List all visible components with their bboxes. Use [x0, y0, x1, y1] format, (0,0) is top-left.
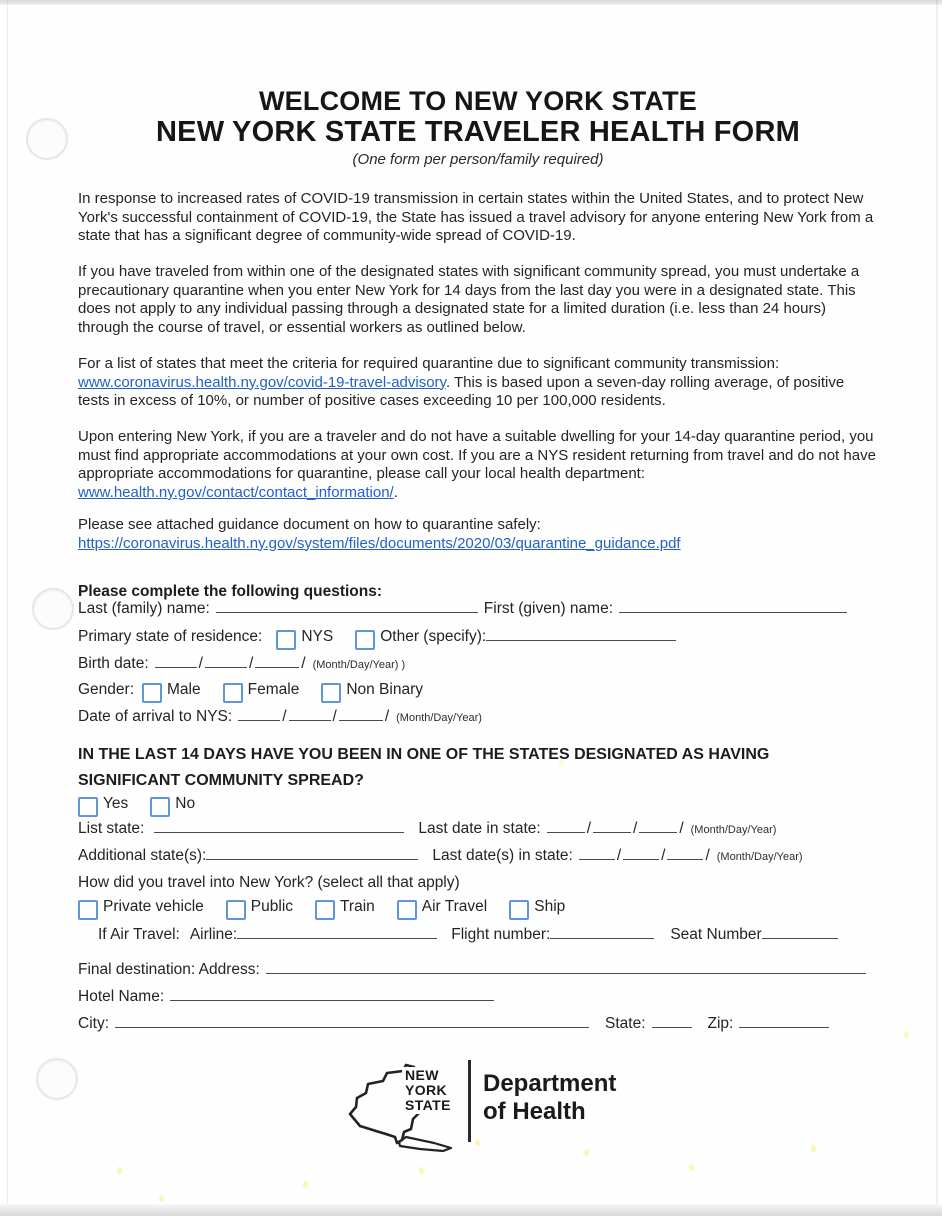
- logo-word-state: STATE: [405, 1097, 451, 1113]
- arrival-date-row: [78, 708, 482, 726]
- date-separator: /: [248, 655, 254, 672]
- airline-field[interactable]: [237, 935, 437, 939]
- checkbox-nonbinary[interactable]: [321, 683, 341, 703]
- hotel-row: [78, 988, 494, 1006]
- scan-edge-right: [936, 0, 938, 1216]
- checkbox-female-label: Female: [247, 681, 300, 698]
- date-separator: /: [301, 655, 306, 672]
- intro-paragraph-1: In response to increased rates of COVID-19 transmission in certain states within the United States, and to protect New York's successful containment of COVID-19, the State has issued a travel advisory for anyone entering New York from a state that has a significant degree of community-wide spread of COVID-19.: [78, 190, 874, 245]
- residence-row: [78, 628, 676, 648]
- hotel-name-field[interactable]: [170, 997, 494, 1001]
- scan-edge-bottom: [0, 1204, 942, 1216]
- zip-label: Zip:: [707, 1015, 734, 1032]
- last-name-field[interactable]: [216, 609, 478, 613]
- date-separator: /: [586, 820, 592, 837]
- checkbox-private-vehicle-label: Private vehicle: [103, 898, 204, 915]
- date-separator: /: [332, 708, 337, 725]
- air-travel-prefix: If Air Travel:: [98, 926, 180, 943]
- intro-paragraph-5: [78, 516, 878, 553]
- page-subtitle: (One form per person/family required): [352, 151, 604, 168]
- guidance-text: Please see attached guidance document on how to quarantine safely:: [78, 516, 541, 533]
- fourteen-day-question-line1: IN THE LAST 14 DAYS HAVE YOU BEEN IN ONE OF THE STATES DESIGNATED AS HAVING: [78, 746, 770, 763]
- date-separator: /: [661, 847, 666, 864]
- last-date-label: Last date in state:: [418, 820, 541, 837]
- list-state-field[interactable]: [154, 829, 404, 833]
- dept-line1: Department: [483, 1070, 617, 1097]
- address-field[interactable]: [266, 970, 866, 974]
- checkbox-no[interactable]: [150, 797, 170, 817]
- travel-modes-row: [78, 898, 565, 918]
- first-name-field[interactable]: [619, 609, 847, 613]
- fourteen-day-question-line2: SIGNIFICANT COMMUNITY SPREAD?: [78, 772, 364, 789]
- scan-artifacts: [0, 0, 3, 5]
- zip-field[interactable]: [739, 1024, 829, 1028]
- checkbox-yes[interactable]: [78, 797, 98, 817]
- birth-date-row: [78, 655, 405, 673]
- date-separator: /: [633, 820, 638, 837]
- checkbox-male-label: Male: [167, 681, 201, 698]
- intro-paragraph-3: [78, 355, 878, 411]
- flight-number-label: Flight number:: [451, 926, 551, 943]
- paragraph-text: For a list of states that meet the criteria for required quarantine due to significant community transmission:: [78, 355, 780, 372]
- list-state-row: [78, 820, 776, 838]
- checkbox-train[interactable]: [315, 900, 335, 920]
- last-dates-year-field[interactable]: [667, 856, 703, 860]
- checkbox-nys[interactable]: [276, 630, 296, 650]
- last-date-month-field[interactable]: [547, 829, 585, 833]
- arrival-month-field[interactable]: [238, 717, 280, 721]
- checkbox-public[interactable]: [226, 900, 246, 920]
- state-label: State:: [605, 1015, 646, 1032]
- checkbox-other-label: Other (specify):: [380, 628, 487, 645]
- city-state-zip-row: [78, 1015, 829, 1033]
- gender-row: [78, 681, 423, 701]
- health-contact-link[interactable]: www.health.ny.gov/contact/contact_information/: [78, 483, 394, 501]
- yes-no-row: [78, 795, 195, 815]
- arrival-year-field[interactable]: [339, 717, 383, 721]
- last-dates-day-field[interactable]: [623, 856, 659, 860]
- checkbox-private-vehicle[interactable]: [78, 900, 98, 920]
- department-of-health-wordmark: [483, 1070, 616, 1126]
- last-dates-label: Last date(s) in state:: [432, 847, 573, 864]
- checkbox-train-label: Train: [340, 898, 375, 915]
- birth-year-field[interactable]: [255, 664, 299, 668]
- date-separator: /: [679, 820, 684, 837]
- air-travel-row: [98, 926, 838, 944]
- checkbox-nonbinary-label: Non Binary: [346, 681, 423, 698]
- checkbox-no-label: No: [175, 795, 196, 812]
- scan-edge-top: [0, 0, 942, 5]
- last-date-day-field[interactable]: [593, 829, 631, 833]
- checkbox-air-travel[interactable]: [397, 900, 417, 920]
- travel-question-row: [78, 874, 460, 892]
- travel-question-label: How did you travel into New York? (select all that apply): [78, 874, 460, 891]
- seat-number-label: Seat Number: [670, 926, 762, 943]
- additional-states-label: Additional state(s):: [78, 847, 207, 864]
- intro-paragraph-2: If you have traveled from within one of the designated states with significant community spread, you must undertake a precautionary quarantine when you enter New York for 14 days from the last day you were in a designated state. This does not apply to any individual passing through a designated state for a limited duration (i.e. less than 24 hours) through the course of travel, or essential workers as outlined below.: [78, 263, 860, 336]
- birth-month-field[interactable]: [155, 664, 197, 668]
- questions-section-heading: Please complete the following questions:: [78, 583, 383, 600]
- checkbox-nys-label: NYS: [301, 628, 334, 645]
- additional-states-row: [78, 847, 803, 865]
- city-field[interactable]: [115, 1024, 589, 1028]
- checkbox-yes-label: Yes: [103, 795, 129, 812]
- intro-paragraph-4: [78, 428, 878, 502]
- date-separator: /: [616, 847, 622, 864]
- paragraph-text: . This is based upon a seven-day rolling average, of positive tests in excess of 10%, or number of positive cases exceeding 10 per 100,000 residents.: [78, 373, 845, 410]
- airline-label: Airline:: [189, 926, 238, 943]
- date-separator: /: [282, 708, 287, 725]
- last-dates-note: (Month/Day/Year): [716, 851, 803, 863]
- logo-divider: [468, 1060, 471, 1142]
- name-row: [78, 600, 847, 618]
- checkbox-female[interactable]: [223, 683, 243, 703]
- scan-edge-left: [7, 0, 8, 1216]
- additional-states-field[interactable]: [206, 856, 418, 860]
- residence-label: Primary state of residence:: [78, 628, 263, 645]
- seat-number-field[interactable]: [762, 935, 838, 939]
- last-date-year-field[interactable]: [639, 829, 677, 833]
- quarantine-guidance-link[interactable]: https://coronavirus.health.ny.gov/system/files/documents/2020/03/quarantine_guidance.pdf: [78, 534, 681, 552]
- gender-label: Gender:: [78, 681, 135, 698]
- page-title-line1: WELCOME TO NEW YORK STATE: [258, 86, 697, 116]
- hole-punch-top: [26, 118, 68, 160]
- hole-punch-middle: [32, 588, 74, 630]
- dept-line2: of Health: [483, 1098, 586, 1125]
- paragraph-text: .: [393, 483, 398, 501]
- paragraph-text: Upon entering New York, if you are a traveler and do not have a suitable dwelling for your 14-day quarantine period, you must find appropriate accommodations at your own cost. If you are a NYS resident returning from travel and do not have appropriate accommodations for quarantine, please call your local health department:: [78, 428, 876, 483]
- list-state-label: List state:: [78, 820, 145, 837]
- birth-day-field[interactable]: [205, 664, 247, 668]
- date-separator: /: [384, 708, 390, 725]
- city-label: City:: [78, 1015, 109, 1032]
- state-field[interactable]: [652, 1024, 692, 1028]
- first-name-label: First (given) name:: [483, 600, 613, 617]
- logo-wordmark: [402, 1067, 454, 1114]
- checkbox-public-label: Public: [250, 898, 294, 915]
- last-dates-month-field[interactable]: [579, 856, 615, 860]
- date-separator: /: [198, 655, 203, 672]
- checkbox-male[interactable]: [142, 683, 162, 703]
- checkbox-ship-label: Ship: [534, 898, 566, 915]
- hole-punch-bottom: [36, 1058, 78, 1100]
- final-destination-label: Final destination: Address:: [78, 961, 260, 978]
- travel-advisory-link[interactable]: www.coronavirus.health.ny.gov/covid-19-travel-advisory: [78, 373, 446, 391]
- checkbox-air-travel-label: Air Travel: [421, 898, 488, 915]
- arrival-day-field[interactable]: [289, 717, 331, 721]
- birth-date-note: (Month/Day/Year) ): [312, 659, 406, 671]
- arrival-date-note: (Month/Day/Year): [396, 712, 482, 724]
- last-date-note: (Month/Day/Year): [690, 824, 777, 836]
- page-title-line2: NEW YORK STATE TRAVELER HEALTH FORM: [156, 116, 800, 148]
- date-separator: /: [705, 847, 710, 864]
- checkbox-ship[interactable]: [509, 900, 529, 920]
- final-destination-row: [78, 961, 866, 979]
- birth-date-label: Birth date:: [78, 655, 149, 672]
- hotel-name-label: Hotel Name:: [78, 988, 165, 1005]
- other-state-field[interactable]: [486, 637, 676, 641]
- last-name-label: Last (family) name:: [78, 600, 210, 617]
- nys-doh-logo: [342, 1058, 642, 1150]
- logo-word-new: NEW: [405, 1067, 439, 1083]
- arrival-label: Date of arrival to NYS:: [78, 708, 233, 725]
- checkbox-other[interactable]: [355, 630, 375, 650]
- logo-word-york: YORK: [405, 1082, 448, 1098]
- flight-number-field[interactable]: [550, 935, 654, 939]
